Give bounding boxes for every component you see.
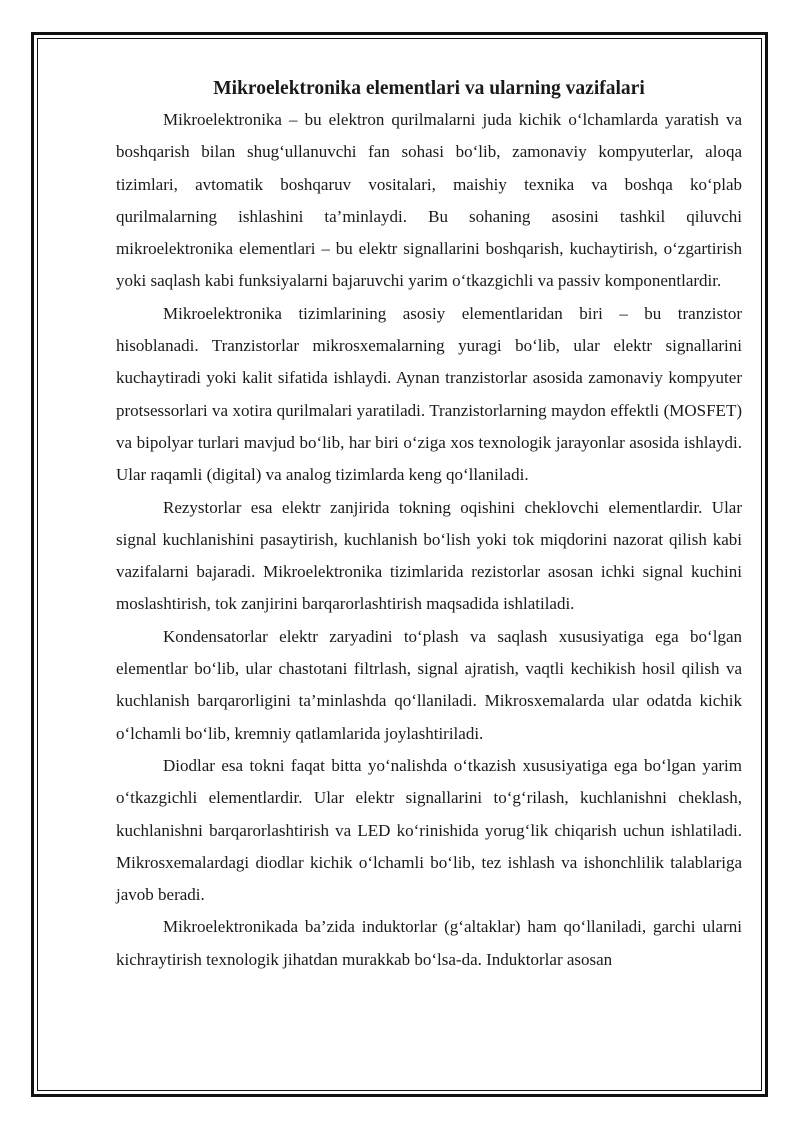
document-body <box>116 74 742 976</box>
document-title: Mikroelektronika elementlari va ularning vazifalari <box>213 78 645 99</box>
paragraph-capacitors: Kondensatorlar elektr zaryadini to‘plash va saqlash xususiyatiga ega bo‘lgan elementlar bo‘lib, ular chastotani filtrlash, signal ajratish, vaqtli kechikish hosil qilish va kuchlanish barqarorligini ta’minlashda qo‘llaniladi. Mikrosxemalarda ular odatda kichik o‘lchamli bo‘lib, kremniy qatlamlarida joylashtiriladi. <box>116 626 742 743</box>
paragraph-resistors: Rezystorlar esa elektr zanjirida tokning oqishini cheklovchi elementlardir. Ular signal kuchlanishini pasaytirish, kuchlanish bo‘lish yoki tok miqdorini nazorat qilish kabi vazifalarni bajaradi. Mikroelektronika tizimlarida rezistorlar asosan ichki signal kuchini moslashtirish, tok zanjirini barqarorlashtirish maqsadida ishlatiladi. <box>116 497 742 614</box>
paragraph-diodes: Diodlar esa tokni faqat bitta yo‘nalishda o‘tkazish xususiyatiga ega bo‘lgan yarim o‘tkazgichli elementlardir. Ular elektr signallarini to‘g‘rilash, kuchlanishni cheklash, kuchlanishni barqarorlashtirish va LED ko‘rinishida yorug‘lik chiqarish uchun ishlatiladi. Mikrosxemalardagi diodlar kichik o‘lchamli bo‘lib, tez ishlash va ishonchlilik talablariga javob beradi. <box>116 755 742 905</box>
paragraph-transistors: Mikroelektronika tizimlarining asosiy elementlaridan biri – bu tranzistor hisoblanadi. Tranzistorlar mikrosxemalarning yuragi bo‘lib, ular elektr signallarini kuchaytiradi yoki kalit sifatida ishlaydi. Aynan tranzistorlar asosida zamonaviy kompyuter protsessorlari va xotira qurilmalari yaratiladi. Tranzistorlarning maydon effektli (MOSFET) va bipolyar turlari mavjud bo‘lib, har biri o‘ziga xos texnologik jarayonlar asosida ishlaydi. Ular raqamli (digital) va analog tizimlarda keng qo‘llaniladi. <box>116 303 742 485</box>
paragraph-inductors: Mikroelektronikada ba’zida induktorlar (g‘altaklar) ham qo‘llaniladi, garchi ularni kichraytirish texnologik jihatdan murakkab bo‘lsa-da. Induktorlar asosan <box>116 917 742 969</box>
paragraph-intro: Mikroelektronika – bu elektron qurilmalarni juda kichik o‘lchamlarda yaratish va boshqarish bilan shug‘ullanuvchi fan sohasi bo‘lib, zamonaviy kompyuterlar, aloqa tizimlari, avtomatik boshqaruv vositalari, maishiy texnika va boshqa ko‘plab qurilmalarning ishlashini ta’minlaydi. Bu sohaning asosini tashkil qiluvchi mikroelektronika elementlari – bu elektr signallarini boshqarish, kuchaytirish, o‘zgartirish yoki saqlash kabi funksiyalarni bajaruvchi yarim o‘tkazgichli va passiv komponentlardir. <box>116 110 742 291</box>
